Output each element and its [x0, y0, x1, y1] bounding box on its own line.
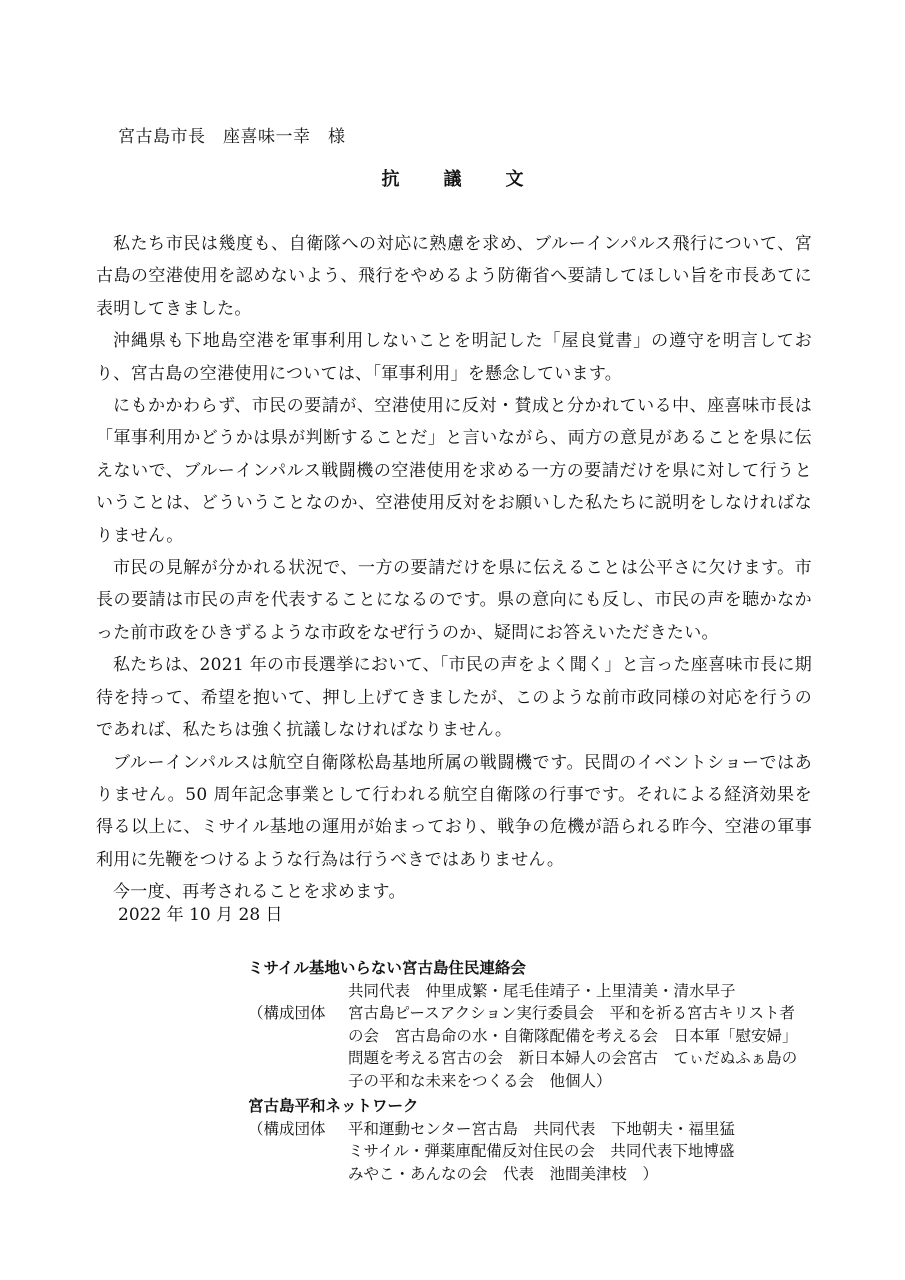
letter-body — [96, 228, 812, 909]
paragraph: 今一度、再考されることを求めます。 — [113, 882, 406, 903]
addressee: 宮古島市長 座喜味一幸 様 — [118, 127, 346, 147]
signatory-org-1 — [248, 957, 808, 1092]
title-char: 議 — [443, 169, 462, 190]
org-name: 宮古島平和ネットワーク — [248, 1096, 419, 1115]
paragraph: ブルーインパルスは航空自衛隊松島基地所属の戦闘機です。民間のイベントショーではありません。50 周年記念事業として行われる航空自衛隊の行事です。それによる経済効果を得る以上に、ミサイル基地の運用が始まっており、戦争の危機が語られる昨今、空港の軍事利用に先鞭をつけるような行為は行うべきではありません。 — [96, 752, 812, 870]
paragraph: 市民の見解が分かれる状況で、一方の要請だけを県に伝えることは公平さに欠けます。市長の要請は市民の声を代表することになるのです。県の意向にも反し、市民の声を聴かなかった前市政をひきずるような市政をなぜ行うのか、疑問にお答えいただきたい。 — [96, 558, 812, 643]
members-list: 宮古島ピースアクション実行委員会 平和を祈る宮古キリスト者の会 宮古島命の水・自衛隊配備を考える会 日本軍「慰安婦」問題を考える宮古の会 新日本婦人の会宮古 てぃだぬふぁ島の子の平和な未来をつくる会 他個人） — [348, 1004, 798, 1090]
paragraph: にもかかわらず、市民の要請が、空港使用に反対・賛成と分かれている中、座喜味市長は「軍事利用かどうかは県が判断することだ」と言いながら、両方の意見があることを県に伝えないで、ブルーインパルス戦闘機の空港使用を求める一方の要請だけを県に対して行うということは、どういうことなのか、空港使用反対をお願いした私たちに説明をしなければなりません。 — [96, 396, 812, 546]
paragraph: 私たち市民は幾度も、自衛隊への対応に熟慮を求め、ブルーインパルス飛行について、宮古島の空港使用を認めないよう、飛行をやめるよう防衛省へ要請してほしい旨を市長あてに表明してきました。 — [96, 234, 812, 319]
member-line: 平和運動センター宮古島 共同代表 下地朝夫・福里猛 — [348, 1119, 735, 1138]
members-label: （構成団体 — [248, 1004, 326, 1022]
title-char: 抗 — [381, 169, 400, 190]
members-list — [348, 1118, 808, 1186]
org-members — [248, 1002, 808, 1092]
org-members — [248, 1118, 808, 1186]
title-char: 文 — [505, 169, 524, 190]
document-title — [0, 165, 905, 191]
org-name: ミサイル基地いらない宮古島住民連絡会 — [248, 958, 526, 977]
member-line: みやこ・あんなの会 代表 池間美津枝 ） — [348, 1164, 659, 1183]
paragraph: 沖縄県も下地島空港を軍事利用しないことを明記した「屋良覚書」の遵守を明言しており、宮古島の空港使用については、「軍事利用」を懸念しています。 — [96, 331, 812, 384]
paragraph: 私たちは、2021 年の市長選挙において、「市民の声をよく聞く」と言った座喜味市長に期待を持って、希望を抱いて、押し上げてきましたが、このような前市政同様の対応を行うのであれば、私たちは強く抗議しなければなりません。 — [96, 655, 812, 741]
letter-date: 2022 年 10 月 28 日 — [118, 905, 283, 925]
members-label: （構成団体 — [248, 1119, 326, 1138]
member-line: ミサイル・弾薬庫配備反対住民の会 共同代表下地博盛 — [348, 1142, 735, 1160]
signatory-org-2 — [248, 1095, 808, 1185]
org-representatives: 共同代表 仲里成繁・尾毛佳靖子・上里清美・清水早子 — [348, 981, 736, 1000]
